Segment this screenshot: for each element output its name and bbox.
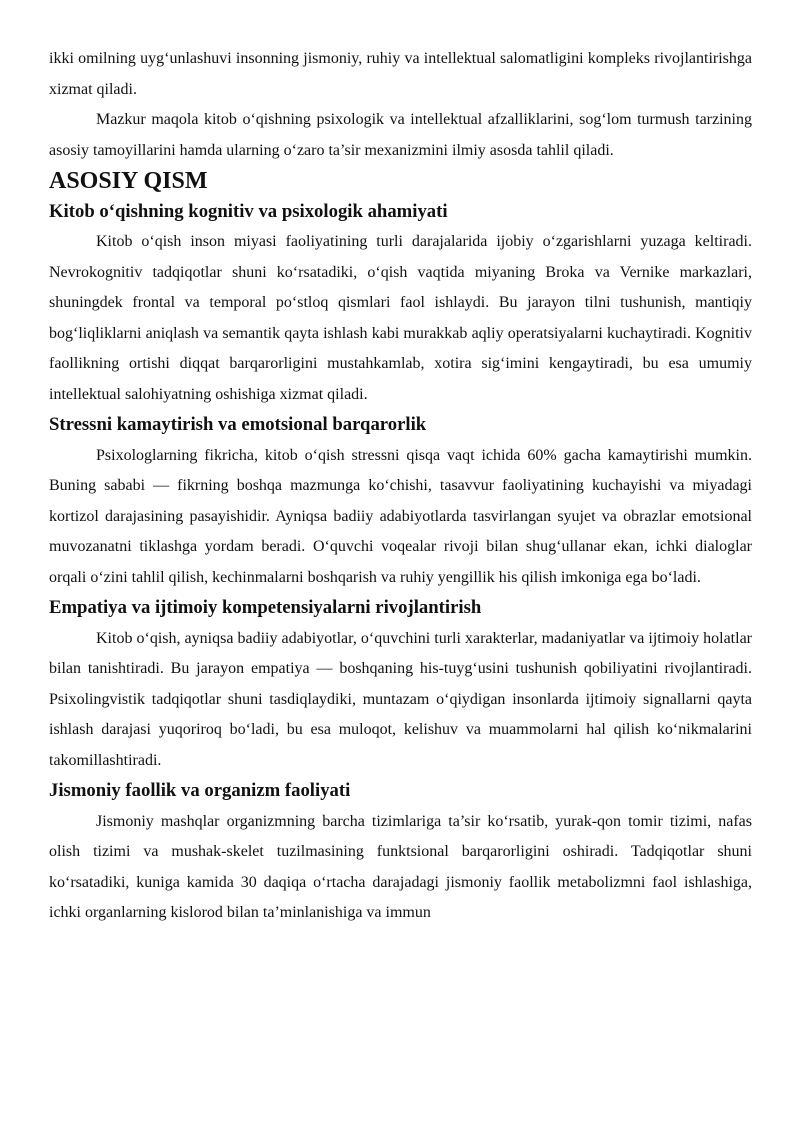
paragraph-cognitive-significance: Kitob o‘qish inson miyasi faoliyatining turli darajalarida ijobiy o‘zgarishlarni yuzaga keltiradi. Nevrokognitiv tadqiqotlar shuni ko‘rsatadiki, o‘qish vaqtida miyaning Broka va Vernike markazlari, shuningdek frontal va temporal po‘stloq qismlari faol ishlaydi. Bu jarayon tilni tushunish, mantiqiy bog‘liqliklarni aniqlash va semantik qayta ishlash kabi murakkab aqliy operatsiyalarni kuchaytiradi. Kognitiv faollikning ortishi diqqat barqarorligini mustahkamlab, xotira sig‘imini kengaytiradi, bu esa umumiy intellektual salohiyatning oshishiga xizmat qiladi. xyxy=(49,233,752,403)
paragraph-physical-activity: Jismoniy mashqlar organizmning barcha tizimlariga ta’sir ko‘rsatib, yurak-qon tomir tizimi, nafas olish tizimi va mushak-skelet tuzilmasining funktsional barqarorligini oshiradi. Tadqiqotlar shuni ko‘rsatadiki, kuniga kamida 30 daqiqa o‘rtacha darajadagi jismoniy faollik metabolizmni faol ishlashiga, ichki organlarning kislorod bilan ta’minlanishiga va immun xyxy=(49,812,752,921)
document-page xyxy=(49,44,752,929)
intro-paragraph-aim: Mazkur maqola kitob o‘qishning psixologik va intellektual afzalliklarini, sog‘lom turmush tarzining asosiy tamoyillarini hamda ularning o‘zaro ta’sir mexanizmini ilmiy asosda tahlil qiladi. xyxy=(49,111,752,159)
intro-paragraph-continued: ikki omilning uyg‘unlashuvi insonning jismoniy, ruhiy va intellektual salomatligini kompleks rivojlantirishga xizmat qiladi. xyxy=(49,50,752,98)
subheading-physical-activity: Jismoniy faollik va organizm faoliyati xyxy=(49,780,351,801)
paragraph-empathy: Kitob o‘qish, ayniqsa badiiy adabiyotlar, o‘quvchini turli xarakterlar, madaniyatlar va ijtimoiy holatlar bilan tanishtiradi. Bu jarayon empatiya — boshqaning his-tuyg‘usini tushunish qobiliyatini rivojlantiradi. Psixolingvistik tadqiqotlar shuni tasdiqlaydiki, muntazam o‘qiydigan insonlarda ijtimoiy signallarni qayta ishlash darajasi yuqoriroq bo‘ladi, bu esa muloqot, kelishuv va muammolarni hal qilish ko‘nikmalarini takomillashtiradi. xyxy=(49,629,752,769)
subheading-stress-reduction: Stressni kamaytirish va emotsional barqarorlik xyxy=(49,414,427,435)
subheading-empathy: Empatiya va ijtimoiy kompetensiyalarni rivojlantirish xyxy=(49,597,482,618)
subheading-cognitive-significance: Kitob o‘qishning kognitiv va psixologik ahamiyati xyxy=(49,200,448,222)
paragraph-stress-reduction: Psixologlarning fikricha, kitob o‘qish stressni qisqa vaqt ichida 60% gacha kamaytirishi mumkin. Buning sababi — fikrning boshqa mazmunga ko‘chishi, tasavvur faoliyatining kuchayishi va miyadagi kortizol darajasining pasayishidir. Ayniqsa badiiy adabiyotlarda tasvirlangan syujet va obrazlar emotsional muvozanatni tiklashga yordam beradi. O‘quvchi voqealar rivoji bilan shug‘ullanar ekan, ichki dialoglar orqali o‘zini tahlil qilish, kechinmalarni boshqarish va ruhiy yengillik his qilish imkoniga ega bo‘ladi. xyxy=(49,446,752,586)
section-heading-main-part: ASOSIY QISM xyxy=(49,168,208,194)
